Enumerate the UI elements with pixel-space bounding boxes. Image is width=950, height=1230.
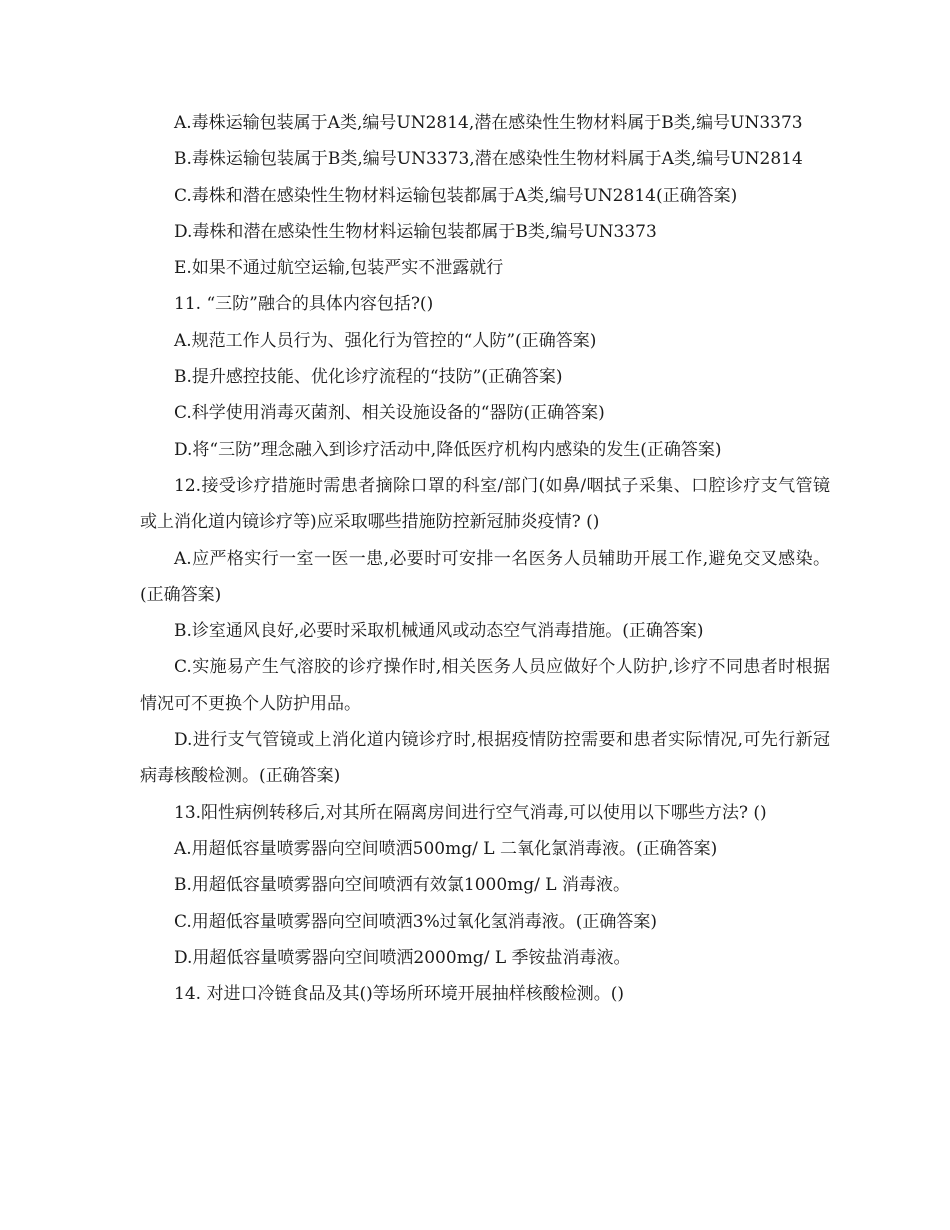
question-line: 11. “三防”融合的具体内容包括?() [174,294,434,315]
document-body [140,105,830,1012]
option-line: A.用超低容量喷雾器向空间喷洒500mg/ L 二氧化氯消毒液。(正确答案) [174,838,718,859]
option-line: C.实施易产生气溶胶的诊疗操作时,相关医务人员应做好个人防护,诊疗不同患者时根据情况可不更换个人防护用品。 [140,657,830,714]
question-line: 12.接受诊疗措施时需患者摘除口罩的科室/部门(如鼻/咽拭子采集、口腔诊疗支气管镜或上消化道内镜诊疗等)应采取哪些措施防控新冠肺炎疫情? () [140,475,830,533]
option-line: E.如果不通过航空运输,包装严实不泄露就行 [174,258,504,279]
option-line: C.毒株和潜在感染性生物材料运输包装都属于A类,编号UN2814(正确答案) [174,185,738,206]
question-line: 13.阳性病例转移后,对其所在隔离房间进行空气消毒,可以使用以下哪些方法? () [174,802,767,823]
option-line: D.进行支气管镜或上消化道内镜诊疗时,根据疫情防控需要和患者实际情况,可先行新冠病毒核酸检测。(正确答案) [140,730,830,787]
option-line: C.用超低容量喷雾器向空间喷洒3%过氧化氢消毒液。(正确答案) [174,911,658,932]
option-line: D.用超低容量喷雾器向空间喷洒2000mg/ L 季铵盐消毒液。 [174,947,631,968]
option-line: B.提升感控技能、优化诊疗流程的“技防”(正确答案) [174,367,563,388]
option-line: D.将“三防”理念融入到诊疗活动中,降低医疗机构内感染的发生(正确答案) [174,439,722,460]
option-line: B.诊室通风良好,必要时采取机械通风或动态空气消毒措施。(正确答案) [174,621,704,642]
question-line: 14. 对进口冷链食品及其()等场所环境开展抽样核酸检测。() [174,984,624,1005]
option-line: A.规范工作人员行为、强化行为管控的“人防”(正确答案) [174,330,597,351]
option-line: C.科学使用消毒灭菌剂、相关设施设备的“器防(正确答案) [174,403,605,424]
option-line: A.应严格实行一室一医一患,必要时可安排一名医务人员辅助开展工作,避免交叉感染。(正确答案) [140,548,830,605]
option-line: D.毒株和潜在感染性生物材料运输包装都属于B类,编号UN3373 [174,221,657,242]
option-line: B.毒株运输包装属于B类,编号UN3373,潜在感染性生物材料属于A类,编号UN2814 [174,149,803,170]
option-line: B.用超低容量喷雾器向空间喷洒有效氯1000mg/ L 消毒液。 [174,875,630,896]
option-line: A.毒株运输包装属于A类,编号UN2814,潜在感染性生物材料属于B类,编号UN3373 [174,113,803,133]
